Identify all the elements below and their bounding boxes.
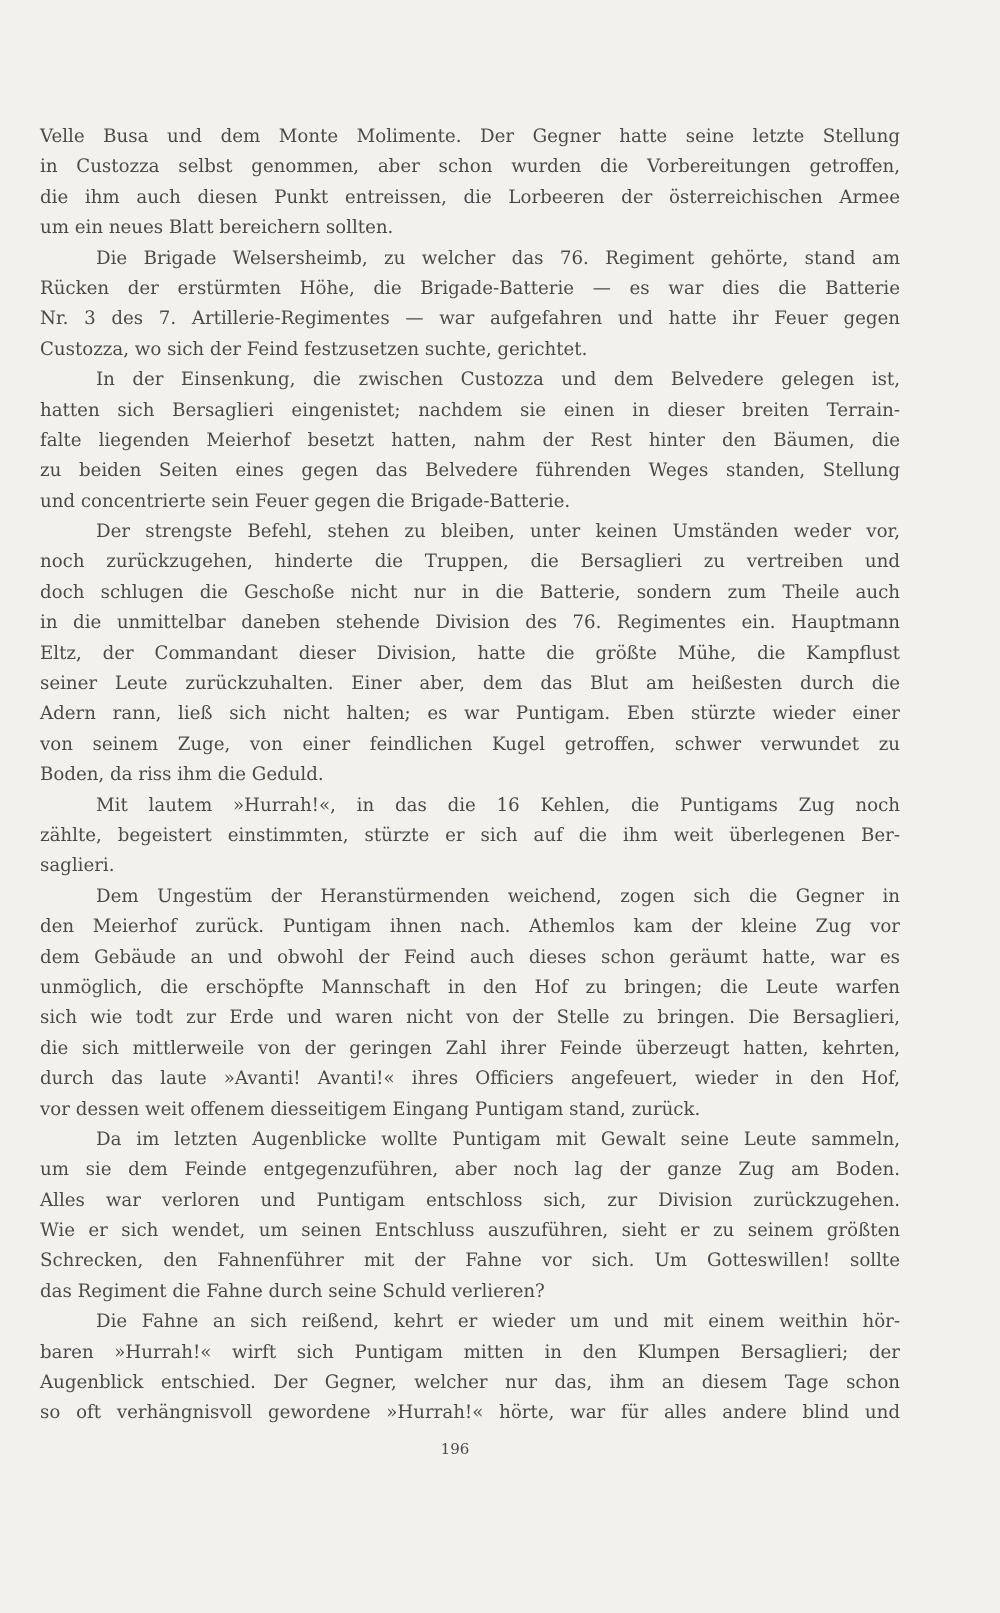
text-line: Da im letzten Augenblicke wollte Puntigam mit Gewalt seine Leute sammeln, xyxy=(96,1128,900,1150)
text-line: unmöglich, die erschöpfte Mannschaft in den Hof zu bringen; die Leute warfen xyxy=(40,976,900,998)
text-line: Mit lautem »Hurrah!«, in das die 16 Kehlen, die Puntigams Zug noch xyxy=(96,794,900,816)
text-line: zählte, begeistert einstimmten, stürzte er sich auf die ihm weit überlegenen Ber- xyxy=(40,824,900,846)
text-line: Adern rann, ließ sich nicht halten; es war Puntigam. Eben stürzte wieder einer xyxy=(40,703,900,725)
text-line: um sie dem Feinde entgegenzuführen, aber noch lag der ganze Zug am Boden. xyxy=(40,1159,900,1181)
text-line: in Custozza selbst genommen, aber schon wurden die Vorbereitungen getroffen, xyxy=(40,156,900,178)
text-line: den Meierhof zurück. Puntigam ihnen nach. Athemlos kam der kleine Zug vor xyxy=(40,916,900,938)
text-line: zu beiden Seiten eines gegen das Belvedere führenden Weges standen, Stellung xyxy=(40,460,900,482)
text-line: doch schlugen die Geschoße nicht nur in die Batterie, sondern zum Theile auch xyxy=(40,581,900,603)
text-line: Rücken der erstürmten Höhe, die Brigade-Batterie — es war dies die Batterie xyxy=(40,277,900,299)
text-line: Wie er sich wendet, um seinen Entschluss auszuführen, sieht er zu seinem größten xyxy=(40,1220,900,1242)
text-line: In der Einsenkung, die zwischen Custozza und dem Belvedere gelegen ist, xyxy=(96,369,900,391)
text-line: das Regiment die Fahne durch seine Schuld verlieren? xyxy=(40,1280,545,1302)
text-line: dem Gebäude an und obwohl der Feind auch dieses schon geräumt hatte, war es xyxy=(40,946,900,968)
text-line: Schrecken, den Fahnenführer mit der Fahne vor sich. Um Gotteswillen! sollte xyxy=(40,1250,900,1272)
text-line: Boden, da riss ihm die Geduld. xyxy=(40,764,324,786)
text-line: noch zurückzugehen, hinderte die Truppen, die Bersaglieri zu vertreiben und xyxy=(40,551,900,573)
text-line: Der strengste Befehl, stehen zu bleiben, unter keinen Umständen weder vor, xyxy=(96,521,900,543)
text-line: vor dessen weit offenem diesseitigem Eingang Puntigam stand, zurück. xyxy=(40,1098,701,1120)
text-line: Eltz, der Commandant dieser Division, hatte die größte Mühe, die Kampflust xyxy=(40,642,900,664)
text-line: die sich mittlerweile von der geringen Zahl ihrer Feinde überzeugt hatten, kehrten, xyxy=(40,1037,900,1059)
text-line: so oft verhängnisvoll gewordene »Hurrah!« hörte, war für alles andere blind und xyxy=(40,1402,900,1424)
text-line: Die Brigade Welsersheimb, zu welcher das 76. Regiment gehörte, stand am xyxy=(96,247,900,269)
page-number: 196 xyxy=(440,1440,470,1458)
text-line: saglieri. xyxy=(40,855,115,877)
text-line: Velle Busa und dem Monte Molimente. Der Gegner hatte seine letzte Stellung xyxy=(40,126,900,147)
text-line: sich wie todt zur Erde und waren nicht von der Stelle zu bringen. Die Bersaglieri, xyxy=(40,1007,900,1029)
text-line: hatten sich Bersaglieri eingenistet; nachdem sie einen in dieser breiten Terrain- xyxy=(40,399,900,421)
text-line: Alles war verloren und Puntigam entschloss sich, zur Division zurückzugehen. xyxy=(40,1189,900,1211)
text-line: Augenblick entschied. Der Gegner, welcher nur das, ihm an diesem Tage schon xyxy=(40,1372,900,1394)
text-line: und concentrierte sein Feuer gegen die Brigade-Batterie. xyxy=(40,490,571,512)
text-line: Die Fahne an sich reißend, kehrt er wieder um und mit einem weithin hör- xyxy=(96,1311,900,1333)
text-line: seiner Leute zurückzuhalten. Einer aber, dem das Blut am heißesten durch die xyxy=(40,673,900,695)
text-line: falte liegenden Meierhof besetzt hatten, nahm der Rest hinter den Bäumen, die xyxy=(40,429,900,451)
text-line: um ein neues Blatt bereichern sollten. xyxy=(40,217,394,239)
text-line: Dem Ungestüm der Heranstürmenden weichend, zogen sich die Gegner in xyxy=(96,885,900,907)
text-line: Nr. 3 des 7. Artillerie-Regimentes — war aufgefahren und hatte ihr Feuer gegen xyxy=(40,308,900,330)
text-line: baren »Hurrah!« wirft sich Puntigam mitten in den Klumpen Bersaglieri; der xyxy=(40,1341,900,1363)
text-line: die ihm auch diesen Punkt entreissen, die Lorbeeren der österreichischen Armee xyxy=(40,186,900,208)
body-text xyxy=(40,122,900,1429)
text-line: Custozza, wo sich der Feind festzusetzen suchte, gerichtet. xyxy=(40,338,588,360)
text-line: von seinem Zuge, von einer feindlichen Kugel getroffen, schwer verwundet zu xyxy=(40,733,900,755)
text-line: in die unmittelbar daneben stehende Division des 76. Regimentes ein. Hauptmann xyxy=(40,612,900,634)
text-line: durch das laute »Avanti! Avanti!« ihres Officiers angefeuert, wieder in den Hof, xyxy=(40,1068,900,1090)
